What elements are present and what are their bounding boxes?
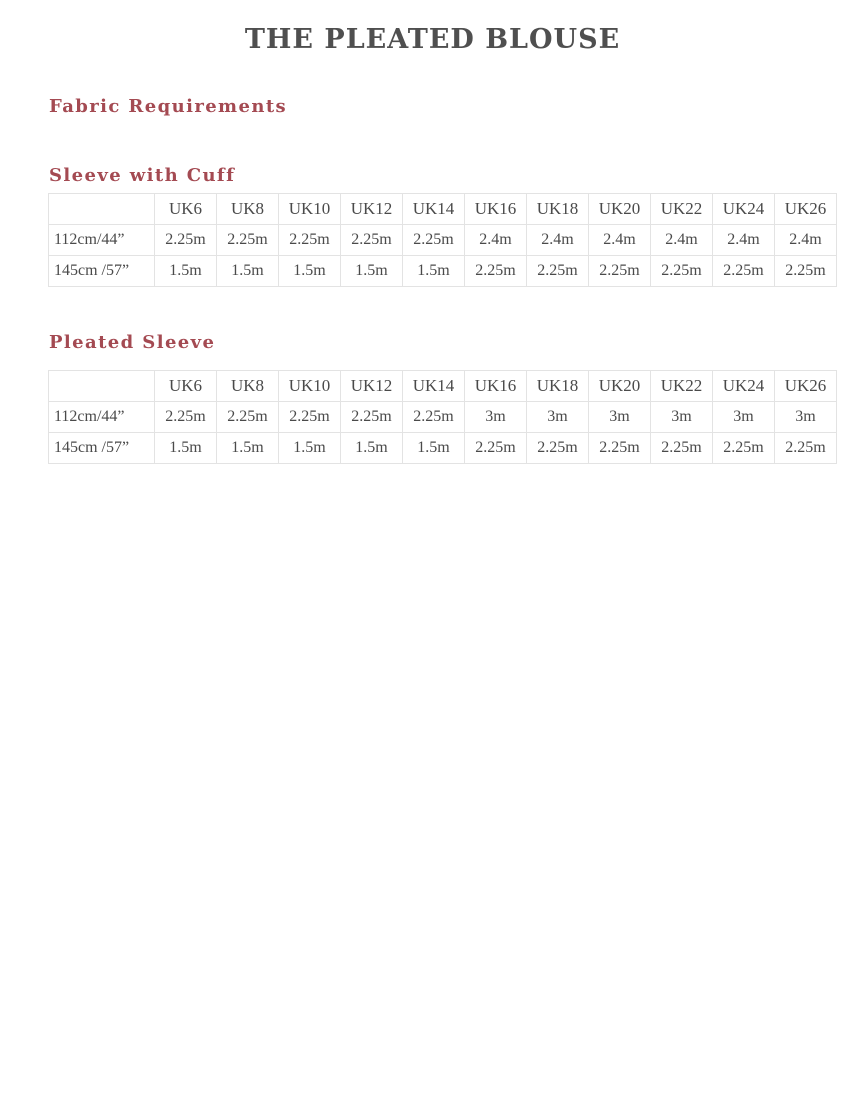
fabric-amount-cell: 2.25m xyxy=(713,433,775,464)
size-header: UK12 xyxy=(341,194,403,225)
table-row xyxy=(49,225,837,256)
fabric-amount-cell: 2.25m xyxy=(527,256,589,287)
fabric-amount-cell: 2.25m xyxy=(713,256,775,287)
corner-cell xyxy=(49,194,155,225)
fabric-amount-cell: 1.5m xyxy=(155,256,217,287)
size-header: UK8 xyxy=(217,371,279,402)
size-header: UK18 xyxy=(527,371,589,402)
fabric-amount-cell: 3m xyxy=(713,402,775,433)
size-header: UK10 xyxy=(279,194,341,225)
fabric-amount-cell: 2.4m xyxy=(775,225,837,256)
fabric-amount-cell: 2.25m xyxy=(651,433,713,464)
fabric-table-pleated-sleeve xyxy=(48,370,837,464)
size-header: UK8 xyxy=(217,194,279,225)
page-title: THE PLEATED BLOUSE xyxy=(244,24,621,55)
fabric-amount-cell: 2.25m xyxy=(279,225,341,256)
fabric-amount-cell: 2.25m xyxy=(279,402,341,433)
table-row xyxy=(49,402,837,433)
fabric-amount-cell: 2.25m xyxy=(775,433,837,464)
fabric-width-label: 145cm /57” xyxy=(49,433,155,464)
fabric-amount-cell: 3m xyxy=(589,402,651,433)
fabric-amount-cell: 2.4m xyxy=(465,225,527,256)
fabric-amount-cell: 2.25m xyxy=(589,256,651,287)
size-header: UK6 xyxy=(155,371,217,402)
size-header: UK12 xyxy=(341,371,403,402)
fabric-table-sleeve-with-cuff xyxy=(48,193,837,287)
size-header: UK20 xyxy=(589,194,651,225)
fabric-amount-cell: 1.5m xyxy=(279,256,341,287)
fabric-amount-cell: 2.25m xyxy=(651,256,713,287)
fabric-width-label: 112cm/44” xyxy=(49,402,155,433)
fabric-amount-cell: 2.4m xyxy=(713,225,775,256)
fabric-amount-cell: 1.5m xyxy=(341,256,403,287)
size-header: UK24 xyxy=(713,371,775,402)
fabric-amount-cell: 2.25m xyxy=(155,402,217,433)
fabric-amount-cell: 1.5m xyxy=(217,256,279,287)
size-header: UK26 xyxy=(775,371,837,402)
fabric-amount-cell: 1.5m xyxy=(403,433,465,464)
fabric-amount-cell: 2.25m xyxy=(775,256,837,287)
fabric-amount-cell: 2.25m xyxy=(341,402,403,433)
size-header: UK16 xyxy=(465,371,527,402)
size-header: UK22 xyxy=(651,371,713,402)
fabric-amount-cell: 2.25m xyxy=(217,225,279,256)
size-header: UK18 xyxy=(527,194,589,225)
fabric-amount-cell: 3m xyxy=(651,402,713,433)
fabric-width-label: 145cm /57” xyxy=(49,256,155,287)
size-header-row xyxy=(49,371,837,402)
size-header: UK20 xyxy=(589,371,651,402)
fabric-amount-cell: 2.4m xyxy=(527,225,589,256)
fabric-amount-cell: 2.25m xyxy=(465,256,527,287)
fabric-amount-cell: 2.25m xyxy=(155,225,217,256)
fabric-amount-cell: 3m xyxy=(527,402,589,433)
size-header: UK10 xyxy=(279,371,341,402)
fabric-amount-cell: 2.25m xyxy=(403,225,465,256)
fabric-amount-cell: 2.25m xyxy=(465,433,527,464)
fabric-width-label: 112cm/44” xyxy=(49,225,155,256)
fabric-amount-cell: 3m xyxy=(775,402,837,433)
fabric-amount-cell: 1.5m xyxy=(403,256,465,287)
fabric-amount-cell: 2.25m xyxy=(217,402,279,433)
table-heading-pleated-sleeve: Pleated Sleeve xyxy=(49,332,216,353)
table-row xyxy=(49,256,837,287)
fabric-amount-cell: 2.4m xyxy=(651,225,713,256)
fabric-amount-cell: 1.5m xyxy=(341,433,403,464)
fabric-amount-cell: 2.25m xyxy=(527,433,589,464)
size-header: UK22 xyxy=(651,194,713,225)
fabric-amount-cell: 1.5m xyxy=(217,433,279,464)
fabric-amount-cell: 1.5m xyxy=(279,433,341,464)
table-row xyxy=(49,433,837,464)
size-header: UK26 xyxy=(775,194,837,225)
fabric-amount-cell: 2.25m xyxy=(341,225,403,256)
size-header: UK24 xyxy=(713,194,775,225)
size-header-row xyxy=(49,194,837,225)
size-header: UK14 xyxy=(403,371,465,402)
fabric-amount-cell: 2.25m xyxy=(403,402,465,433)
size-header: UK6 xyxy=(155,194,217,225)
fabric-amount-cell: 2.25m xyxy=(589,433,651,464)
fabric-amount-cell: 3m xyxy=(465,402,527,433)
size-header: UK16 xyxy=(465,194,527,225)
fabric-amount-cell: 1.5m xyxy=(155,433,217,464)
size-header: UK14 xyxy=(403,194,465,225)
corner-cell xyxy=(49,371,155,402)
fabric-amount-cell: 2.4m xyxy=(589,225,651,256)
section-heading-fabric-requirements: Fabric Requirements xyxy=(49,96,288,117)
table-heading-sleeve-with-cuff: Sleeve with Cuff xyxy=(49,165,236,186)
